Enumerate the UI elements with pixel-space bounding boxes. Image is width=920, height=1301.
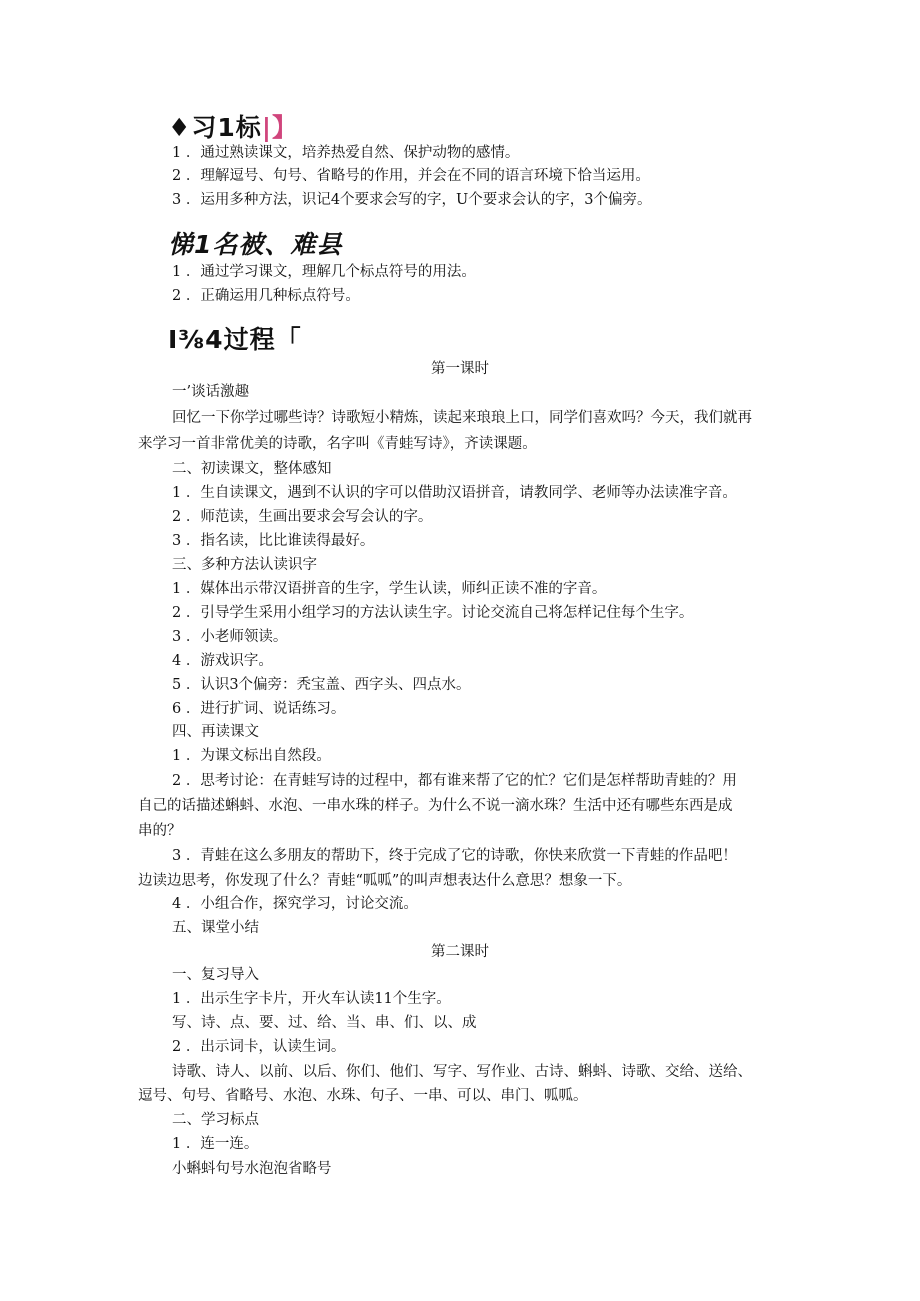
process-heading: I⅜4过程「: [168, 325, 302, 354]
lesson1-line: 1 ．生自读课文，遇到不认识的字可以借助汉语拼音，请教同学、老师等办法读准字音。: [172, 485, 737, 501]
lesson2-line: 逗号、句号、省略号、水泡、水珠、句子、一串、可以、串门、呱呱。: [138, 1088, 588, 1104]
lesson2-line: 一、复习导入: [172, 967, 259, 983]
lesson1-line: 三、多种方法认读识字: [172, 557, 317, 573]
lesson1-line: 4 ．小组合作，探究学习，讨论交流。: [172, 896, 418, 912]
lesson1-line: 4 ．游戏识字。: [172, 653, 273, 669]
goals-item-3: 3 ．运用多种方法，识记4个要求会写的字，U个要求会认的字，3个偏旁。: [172, 192, 652, 208]
lesson2-line: 1 ．连一连。: [172, 1136, 259, 1152]
goals-heading-mark: |】: [261, 113, 298, 142]
key-points-item-2: 2 ．正确运用几种标点符号。: [172, 288, 360, 304]
lesson1-line: 五、课堂小结: [172, 920, 259, 936]
lesson1-line: 2 ．引导学生采用小组学习的方法认读生字。讨论交流自己将怎样记住每个生字。: [172, 605, 694, 621]
key-points-item-1: 1 ．通过学习课文，理解几个标点符号的用法。: [172, 264, 476, 280]
key-points-heading: 悌1名被、难县: [168, 230, 343, 259]
lesson1-line: 自己的话描述蝌蚪、水泡、一串水珠的样子。为什么不说一滴水珠？生活中还有哪些东西是成: [138, 798, 733, 814]
lesson1-line: 串的？: [138, 823, 182, 839]
lesson1-line: 四、再读课文: [172, 724, 259, 740]
lesson2-line: 2 ．出示词卡，认读生词。: [172, 1039, 346, 1055]
lesson1-line: 2 ．师范读，生画出要求会写会认的字。: [172, 509, 433, 525]
lesson1-line: 边读边思考，你发现了什么？青蛙“呱呱”的叫声想表达什么意思？想象一下。: [138, 873, 632, 889]
lesson1-line: 来学习一首非常优美的诗歌，名字叫《青蛙写诗》，齐读课题。: [138, 436, 537, 452]
lesson1-line: 1 ．媒体出示带汉语拼音的生字，学生认读，师纠正读不准的字音。: [172, 581, 607, 597]
lesson1-line: 3 ．指名读，比比谁读得最好。: [172, 533, 375, 549]
goals-heading-text: ♦习1标: [168, 113, 262, 142]
lesson1-line: 回忆一下你学过哪些诗？诗歌短小精炼，读起来琅琅上口，同学们喜欢吗？今天，我们就再: [172, 410, 752, 426]
goals-heading: [168, 108, 298, 144]
lesson1-title: 第一课时: [431, 361, 489, 377]
goals-item-2: 2 ．理解逗号、句号、省略号的作用，并会在不同的语言环境下恰当运用。: [172, 168, 650, 184]
lesson1-line: 二、初读课文，整体感知: [172, 461, 332, 477]
lesson1-line: 6 ．进行扩词、说话练习。: [172, 701, 346, 717]
lesson2-line: 诗歌、诗人、以前、以后、你们、他们、写字、写作业、古诗、蝌蚪、诗歌、交给、送给、: [172, 1064, 752, 1080]
lesson2-line: 1 ．出示生字卡片，开火车认读11个生字。: [172, 991, 451, 1007]
lesson1-line: 一’谈话激趣: [172, 384, 250, 400]
lesson1-line: 2 ．思考讨论：在青蛙写诗的过程中，都有谁来帮了它的忙？它们是怎样帮助青蛙的？用: [172, 773, 737, 789]
lesson1-line: 1 ．为课文标出自然段。: [172, 748, 331, 764]
goals-item-1: 1 ．通过熟读课文，培养热爱自然、保护动物的感情。: [172, 145, 520, 161]
lesson2-line: 二、学习标点: [172, 1112, 259, 1128]
lesson1-line: 5 ．认识3个偏旁：秃宝盖、西字头、四点水。: [172, 677, 471, 693]
lesson2-line: 写、诗、点、要、过、给、当、串、们、以、成: [172, 1015, 477, 1031]
lesson2-line: 小蝌蚪句号水泡泡省略号: [172, 1161, 332, 1177]
lesson1-line: 3 ．小老师领读。: [172, 629, 288, 645]
lesson2-title: 第二课时: [431, 944, 489, 960]
lesson1-line: 3 ．青蛙在这么多朋友的帮助下，终于完成了它的诗歌，你快来欣赏一下青蛙的作品吧！: [172, 848, 737, 864]
